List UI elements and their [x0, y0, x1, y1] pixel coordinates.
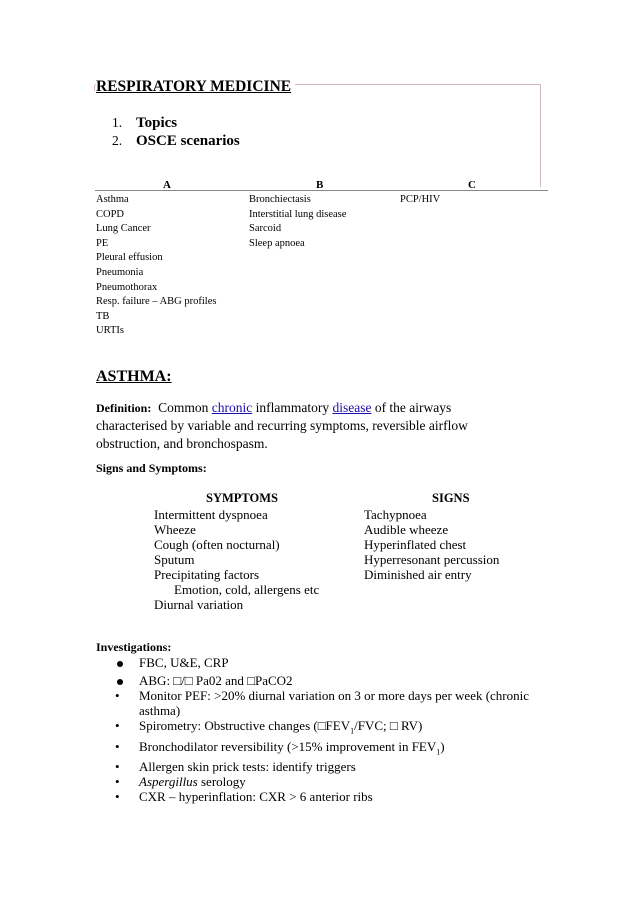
investigation-item: [115, 759, 535, 774]
topic-item: URTIs: [96, 325, 124, 337]
symptom-item: Cough (often nocturnal): [154, 537, 280, 552]
investigation-item: [115, 739, 535, 760]
sign-item: Diminished air entry: [364, 567, 472, 582]
definition-paragraph: [96, 399, 516, 453]
topic-item: Asthma: [96, 194, 129, 205]
toc-item[interactable]: [112, 132, 240, 150]
topic-item: Sarcoid: [249, 223, 282, 235]
column-c-list: [400, 193, 440, 208]
column-b-list: [249, 193, 346, 251]
column-header-c: C: [468, 179, 476, 191]
investigation-item: [115, 673, 535, 688]
investigation-text: Bronchodilator reversibility (>15% improvement in $FEV_1$): [139, 738, 445, 757]
symptom-item: Intermittent dyspnoea: [154, 507, 268, 522]
symptoms-heading: SYMPTOMS: [206, 491, 278, 505]
definition-text: Common: [158, 400, 209, 415]
toc-label: Topics: [136, 114, 178, 131]
investigation-text: CXR – hyperinflation: CXR > 6 anterior ribs: [139, 789, 373, 805]
investigation-item: [115, 718, 535, 739]
symptom-item: Precipitating factors: [154, 567, 260, 582]
investigation-item: [115, 789, 535, 804]
symptom-item: Sputum: [154, 552, 195, 567]
toc-item[interactable]: [112, 114, 240, 132]
topic-item: Resp. failure – ABG profiles: [96, 296, 217, 308]
column-header-a: A: [163, 179, 171, 191]
table-of-contents: [112, 114, 240, 150]
investigation-text: Allergen skin prick tests: identify triggers: [139, 759, 356, 775]
sign-item: Hyperinflated chest: [364, 537, 467, 552]
bullet-icon: •: [115, 718, 120, 733]
investigation-item: [115, 655, 535, 670]
table-divider: [95, 190, 548, 191]
signs-symptoms-heading: Signs and Symptoms:: [96, 461, 207, 475]
definition-label: Definition:: [96, 401, 152, 415]
topic-item: TB: [96, 310, 110, 322]
investigation-text: Monitor PEF: >20% diurnal variation on 3 or more days per week (chronic asthma): [139, 688, 530, 718]
toc-number: 2.: [112, 133, 123, 148]
toc-number: 1.: [112, 115, 123, 130]
bullet-icon: •: [115, 738, 120, 754]
investigation-item: [115, 774, 535, 789]
topic-item: Sleep apnoea: [249, 237, 305, 249]
topic-item: Bronchiectasis: [249, 194, 311, 205]
bullet-dot-icon: [115, 673, 139, 688]
investigation-item: [115, 688, 535, 718]
definition-text: of the airways characterised by variable and recurring symptoms, reversible airflow obstruction, and bronchospasm.: [96, 400, 468, 451]
bullet-icon: •: [115, 688, 120, 703]
definition-text: inflammatory: [255, 400, 330, 415]
topic-item: PE: [96, 237, 109, 249]
symptom-item: Diurnal variation: [154, 597, 244, 612]
symptoms-list: [154, 507, 319, 612]
toc-label: OSCE scenarios: [136, 132, 240, 149]
topic-item: PCP/HIV: [400, 194, 441, 205]
sign-item: Tachypnoea: [364, 507, 427, 522]
document-title: RESPIRATORY MEDICINE: [96, 78, 295, 96]
signs-heading: SIGNS: [432, 491, 470, 505]
disease-link[interactable]: disease: [332, 400, 372, 415]
topic-item: Pneumonia: [96, 266, 144, 278]
bullet-icon: •: [115, 774, 120, 790]
signs-list: [364, 507, 499, 582]
investigation-text: ABG: □/□ Pa02 and □PaCO2: [139, 673, 293, 688]
topic-item: Interstitial lung disease: [249, 208, 347, 220]
bullet-icon: •: [115, 789, 120, 805]
column-header-b: B: [316, 179, 324, 191]
section-title-asthma: ASTHMA:: [96, 368, 172, 385]
investigations-heading: Investigations:: [96, 640, 172, 654]
investigation-text: Spirometry: Obstructive changes ($□FEV_1$/FVC; □ RV): [139, 718, 423, 736]
bullet-dot-icon: [115, 655, 139, 670]
topic-item: COPD: [96, 208, 125, 220]
topic-item: Lung Cancer: [96, 223, 151, 235]
investigation-text: Aspergillus serology: [139, 774, 246, 790]
topic-item: Pleural effusion: [96, 252, 163, 264]
bullet-icon: •: [115, 759, 120, 775]
investigation-text: FBC, U&E, CRP: [139, 655, 229, 670]
sign-item: Hyperresonant percussion: [364, 552, 500, 567]
topic-item: Pneumothorax: [96, 281, 158, 293]
symptom-item: Wheeze: [154, 522, 196, 537]
column-a-list: [96, 193, 216, 339]
sign-item: Audible wheeze: [364, 522, 449, 537]
investigations-list: [115, 655, 535, 804]
chronic-link[interactable]: chronic: [211, 400, 253, 415]
symptom-subitem: Emotion, cold, allergens etc: [174, 582, 320, 597]
